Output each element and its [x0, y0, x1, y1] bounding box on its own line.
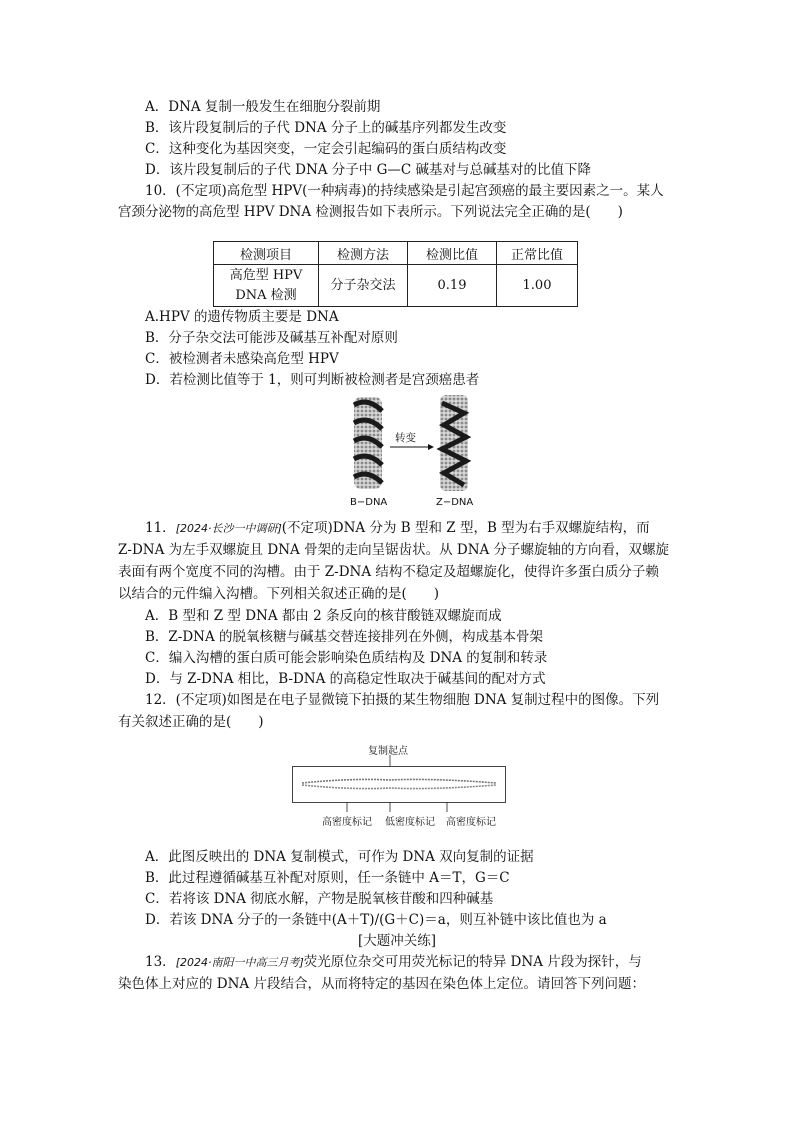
- b-dna-helix: [354, 397, 382, 489]
- arrow-label: 转变: [395, 432, 416, 444]
- z-dna-helix: [440, 395, 468, 491]
- label-low-density: 低密度标记: [385, 817, 435, 828]
- label-high-density-right: 高密度标记: [446, 817, 496, 828]
- table-header-item: 检测项目: [214, 242, 319, 265]
- q9-option-a: A．DNA 复制一般发生在细胞分裂前期: [145, 99, 381, 115]
- table-cell-ratio: 0.19: [408, 265, 497, 307]
- q10-stem-line1: 10．(不定项)高危型 HPV(一种病毒)的持续感染是引起宫颈癌的最主要因素之一。某人: [145, 183, 664, 199]
- q9-option-b: B．该片段复制后的子代 DNA 分子上的碱基序列都发生改变: [145, 120, 507, 136]
- q11-stem-line2: Z-DNA 为左手双螺旋且 DNA 骨架的走向呈锯齿状。从 DNA 分子螺旋轴的方向看，双螺旋: [118, 542, 670, 558]
- q12-option-d: D．若该 DNA 分子的一条链中(A＋T)/(G＋C)＝a，则互补链中该比值也为 a: [145, 912, 607, 928]
- table-header-normal: 正常比值: [497, 242, 578, 265]
- q12-option-b: B．此过程遵循碱基互补配对原则，任一条链中 A＝T，G＝C: [145, 870, 510, 886]
- q11-stem-rest: (不定项)DNA 分为 B 型和 Z 型，B 型为右手双螺旋结构，而: [281, 520, 650, 536]
- section-title: [大题冲关练]: [357, 933, 437, 949]
- q11-option-a: A．B 型和 Z 型 DNA 都由 2 条反向的核苷酸链双螺旋而成: [145, 608, 502, 624]
- q11-stem-line1: [118, 518, 678, 540]
- q11-number: 11．: [145, 520, 176, 536]
- table-cell-item: [214, 265, 319, 307]
- dna-conformation-figure: [340, 393, 480, 515]
- q13-stem-rest: 荧光原位杂交可用荧光标记的特异 DNA 片段为探针，与: [303, 954, 642, 970]
- q12-option-c: C．若将该 DNA 彻底水解，产物是脱氧核苷酸和四种碱基: [145, 891, 494, 907]
- q13-stem-line1: [118, 952, 678, 974]
- replication-figure: [292, 742, 506, 828]
- q12-option-a: A．此图反映出的 DNA 复制模式，可作为 DNA 双向复制的证据: [145, 849, 534, 865]
- q10-option-a: A.HPV 的遗传物质主要是 DNA: [145, 309, 339, 325]
- q12-stem-line1: 12．(不定项)如图是在电子显微镜下拍摄的某生物细胞 DNA 复制过程中的图像。下列: [145, 692, 660, 708]
- q11-stem-line4: 以结合的元件编入沟槽。下列相关叙述正确的是( ): [118, 586, 440, 602]
- table-cell-method: 分子杂交法: [319, 265, 408, 307]
- q13-stem-line2: 染色体上对应的 DNA 片段结合，从而将特定的基因在染色体上定位。请回答下列问题：: [118, 976, 645, 992]
- q9-option-c: C．这种变化为基因突变，一定会引起编码的蛋白质结构改变: [145, 141, 507, 157]
- table-header-method: 检测方法: [319, 242, 408, 265]
- q11-source: [2024·长沙一中调研]: [175, 522, 282, 535]
- q11-option-d: D．与 Z-DNA 相比，B-DNA 的高稳定性取决于碱基间的配对方式: [145, 671, 546, 687]
- table-row: [214, 265, 578, 307]
- q11-option-c: C．编入沟槽的蛋白质可能会影响染色质结构及 DNA 的复制和转录: [145, 650, 548, 666]
- table-header-ratio: 检测比值: [408, 242, 497, 265]
- q10-option-b: B．分子杂交法可能涉及碱基互补配对原则: [145, 330, 398, 346]
- z-dna-label: Z−DNA: [436, 497, 474, 508]
- table-cell-normal: 1.00: [497, 265, 578, 307]
- q10-option-c: C．被检测者未感染高危型 HPV: [145, 351, 339, 367]
- table-cell-item-line1: 高危型 HPV: [229, 267, 303, 283]
- table-header-row: [214, 242, 578, 265]
- q9-option-d: D．该片段复制后的子代 DNA 分子中 G—C 碱基对与总碱基对的比值下降: [145, 162, 591, 178]
- label-high-density-left: 高密度标记: [322, 817, 372, 828]
- q11-option-b: B．Z-DNA 的脱氧核糖与碱基交替连接排列在外侧，构成基本骨架: [145, 629, 544, 645]
- q11-stem-line3: 表面有两个宽度不同的沟槽。由于 Z-DNA 结构不稳定及超螺旋化，使得许多蛋白质分子赖: [118, 564, 659, 580]
- q10-option-d: D．若检测比值等于 1，则可判断被检测者是宫颈癌患者: [145, 372, 480, 388]
- replication-origin-label: 复制起点: [368, 746, 408, 757]
- b-dna-label: B−DNA: [350, 497, 388, 508]
- hpv-report-table: [213, 241, 578, 307]
- q13-number: 13．: [145, 954, 176, 970]
- q13-source: [2024·南阳一中高三月考]: [175, 956, 304, 969]
- q12-stem-line2: 有关叙述正确的是( ): [118, 714, 264, 730]
- table-cell-item-line2: DNA 检测: [235, 287, 297, 303]
- q10-stem-line2: 宫颈分泌物的高危型 HPV DNA 检测报告如下表所示。下列说法完全正确的是( ): [118, 204, 623, 220]
